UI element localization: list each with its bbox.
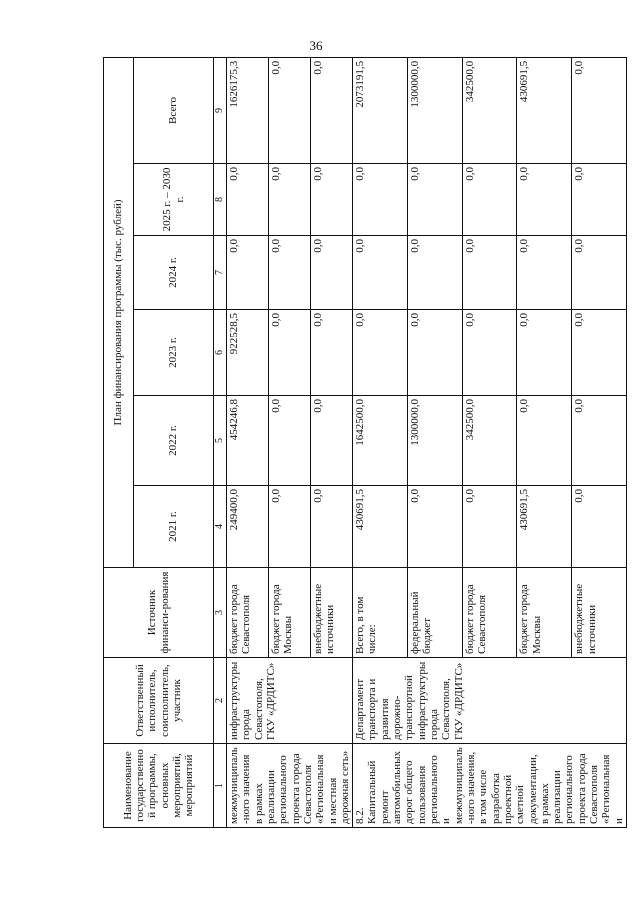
responsible-cell: инфраструктуры города Севастополя, ГКУ «ДРДИТС» bbox=[227, 658, 353, 744]
header-2025-2030: 2025 г. – 2030 г. bbox=[134, 164, 214, 236]
value-2023: 922528,5 bbox=[227, 310, 269, 396]
source-cell: бюджет города Севастополя bbox=[462, 568, 517, 658]
value-2022: 342500,0 bbox=[462, 396, 517, 486]
value-2023: 0,0 bbox=[407, 310, 462, 396]
responsible-cell: Департамент транспорта и развития дорожно-транспортной инфраструктуры города Севастополя, ГКУ «ДРДИТС» bbox=[353, 658, 627, 744]
value-2021: 0,0 bbox=[269, 486, 311, 568]
value-2024: 0,0 bbox=[462, 236, 517, 310]
value-2023: 0,0 bbox=[572, 310, 627, 396]
value-2022: 0,0 bbox=[269, 396, 311, 486]
value-total: 0,0 bbox=[311, 57, 353, 163]
column-index: 8 bbox=[214, 164, 227, 236]
source-cell: бюджет города Москвы bbox=[517, 568, 572, 658]
value-2025-2030: 0,0 bbox=[407, 164, 462, 236]
value-2023: 0,0 bbox=[311, 310, 353, 396]
column-index-row bbox=[214, 57, 227, 827]
value-2025-2030: 0,0 bbox=[269, 164, 311, 236]
column-index: 5 bbox=[214, 396, 227, 486]
value-2021: 0,0 bbox=[311, 486, 353, 568]
column-index: 3 bbox=[214, 568, 227, 658]
financing-table bbox=[103, 57, 627, 828]
value-2021: 0,0 bbox=[572, 486, 627, 568]
value-2023: 0,0 bbox=[462, 310, 517, 396]
table-row bbox=[353, 57, 408, 827]
column-index: 7 bbox=[214, 236, 227, 310]
value-total: 430691,5 bbox=[517, 57, 572, 163]
table-row bbox=[227, 57, 269, 827]
value-2024: 0,0 bbox=[269, 236, 311, 310]
source-cell: внебюджетные источники bbox=[572, 568, 627, 658]
value-2024: 0,0 bbox=[572, 236, 627, 310]
activity-name-cell: 8.2. Капитальный ремонт автомобильных дорог общего пользования регионального и межмуниципаль-ного значения, в том числе разработка проектной сметной документации, в рамках реализации регионального проекта города Севастополя «Региональная и bbox=[353, 744, 627, 828]
value-total: 0,0 bbox=[269, 57, 311, 163]
value-2021: 0,0 bbox=[407, 486, 462, 568]
header-2021: 2021 г. bbox=[134, 486, 214, 568]
rotated-table-container bbox=[103, 58, 625, 828]
value-2022: 0,0 bbox=[572, 396, 627, 486]
header-total: Всего bbox=[134, 57, 214, 163]
value-total: 342500,0 bbox=[462, 57, 517, 163]
header-2024: 2024 г. bbox=[134, 236, 214, 310]
value-2024: 0,0 bbox=[353, 236, 408, 310]
column-index: 2 bbox=[214, 658, 227, 744]
value-2021: 430691,5 bbox=[353, 486, 408, 568]
value-2021: 249400,0 bbox=[227, 486, 269, 568]
value-2025-2030: 0,0 bbox=[227, 164, 269, 236]
value-2022: 1300000,0 bbox=[407, 396, 462, 486]
value-2023: 0,0 bbox=[353, 310, 408, 396]
column-index: 1 bbox=[214, 744, 227, 828]
source-cell: бюджет города Севастополя bbox=[227, 568, 269, 658]
value-2024: 0,0 bbox=[517, 236, 572, 310]
value-2022: 454246,8 bbox=[227, 396, 269, 486]
source-cell: бюджет города Москвы bbox=[269, 568, 311, 658]
header-responsible: Ответственный исполнитель, соисполнитель, участник bbox=[104, 658, 214, 744]
value-2025-2030: 0,0 bbox=[517, 164, 572, 236]
value-2022: 0,0 bbox=[311, 396, 353, 486]
page-number: 36 bbox=[309, 38, 323, 53]
column-index: 9 bbox=[214, 57, 227, 163]
header-2023: 2023 г. bbox=[134, 310, 214, 396]
value-2024: 0,0 bbox=[227, 236, 269, 310]
column-index: 6 bbox=[214, 310, 227, 396]
source-cell: Всего, в том числе: bbox=[353, 568, 408, 658]
value-2025-2030: 0,0 bbox=[572, 164, 627, 236]
activity-name-cell: межмуниципаль-ного значения в рамках реализации регионального проекта города Севастополя «Региональная и местная дорожная сеть» bbox=[227, 744, 353, 828]
value-2021: 430691,5 bbox=[517, 486, 572, 568]
header-name: Наименование государственной программы, основных мероприятий, мероприятий bbox=[104, 744, 214, 828]
source-cell: федеральный бюджет bbox=[407, 568, 462, 658]
value-2022: 1642500,0 bbox=[353, 396, 408, 486]
value-2024: 0,0 bbox=[311, 236, 353, 310]
value-total: 0,0 bbox=[572, 57, 627, 163]
value-total: 2073191,5 bbox=[353, 57, 408, 163]
value-2023: 0,0 bbox=[517, 310, 572, 396]
source-cell: внебюджетные источники bbox=[311, 568, 353, 658]
header-plan: План финансирования программы (тыс. рублей) bbox=[104, 57, 134, 567]
value-2025-2030: 0,0 bbox=[353, 164, 408, 236]
value-total: 1300000,0 bbox=[407, 57, 462, 163]
value-total: 1626175,3 bbox=[227, 57, 269, 163]
header-source: Источник финанси-рования bbox=[104, 568, 214, 658]
value-2022: 0,0 bbox=[517, 396, 572, 486]
value-2024: 0,0 bbox=[407, 236, 462, 310]
column-index: 4 bbox=[214, 486, 227, 568]
value-2023: 0,0 bbox=[269, 310, 311, 396]
header-2022: 2022 г. bbox=[134, 396, 214, 486]
value-2021: 0,0 bbox=[462, 486, 517, 568]
value-2025-2030: 0,0 bbox=[311, 164, 353, 236]
value-2025-2030: 0,0 bbox=[462, 164, 517, 236]
